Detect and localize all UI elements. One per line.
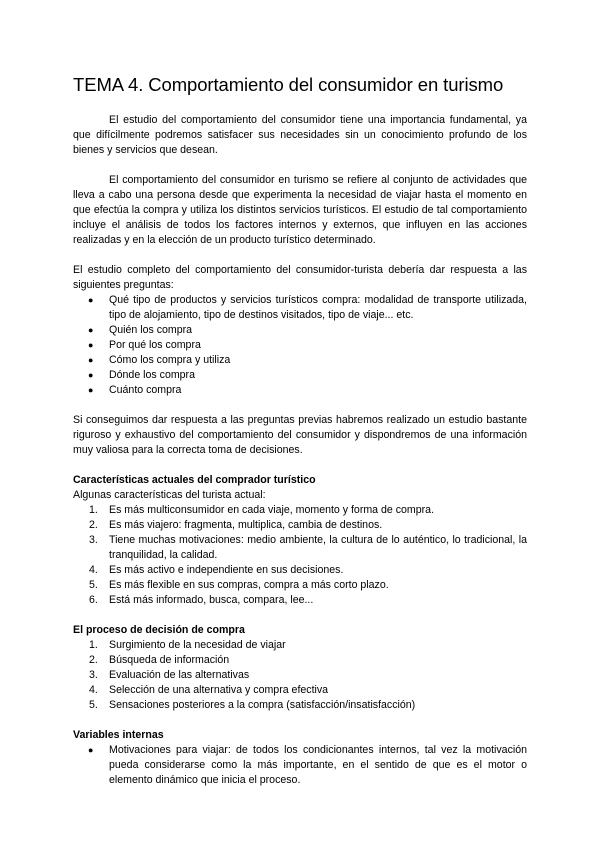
item-text: Evaluación de las alternativas bbox=[109, 669, 250, 681]
item-text: Es más viajero: fragmenta, multiplica, cambia de destinos. bbox=[109, 519, 383, 531]
list-item bbox=[73, 563, 527, 578]
item-text: Está más informado, busca, compara, lee... bbox=[109, 594, 314, 606]
item-number: 4. bbox=[89, 564, 98, 576]
item-text: Búsqueda de información bbox=[109, 654, 230, 666]
list-item: ● Cuánto compra bbox=[73, 383, 527, 398]
item-number: 4. bbox=[89, 684, 98, 696]
list-item bbox=[73, 533, 527, 563]
list-item: ● Dónde los compra bbox=[73, 368, 527, 383]
list-item bbox=[73, 698, 527, 713]
paragraph-intro: El estudio del comportamiento del consumidor tiene una importancia fundamental, ya que difícilmente podremos satisfacer sus necesidades sin un conocimiento profundo de los bienes y servicios que desean. bbox=[73, 114, 527, 156]
item-text: Selección de una alternativa y compra efectiva bbox=[109, 684, 329, 696]
list-item bbox=[73, 578, 527, 593]
list-item: ● Quién los compra bbox=[73, 323, 527, 338]
list-item bbox=[73, 653, 527, 668]
questions-list bbox=[73, 293, 527, 398]
item-number: 6. bbox=[89, 594, 98, 606]
paragraph-definition: El comportamiento del consumidor en turismo se refiere al conjunto de actividades que lleva a cabo una persona desde que experimenta la necesidad de viajar hasta el momento en que efectúa la compra y utiliza los distintos servicios turísticos. El estudio de tal comportamiento incluye el análisis de todos los factores internos y externos, que influyen en las acciones realizadas y en la elección de un producto turístico determinado. bbox=[73, 174, 527, 246]
item-number: 3. bbox=[89, 669, 98, 681]
section-heading: Variables internas bbox=[73, 729, 164, 741]
section-internal-variables bbox=[73, 728, 527, 788]
page-title: TEMA 4. Comportamiento del consumidor en turismo bbox=[73, 74, 504, 95]
section-heading: El proceso de decisión de compra bbox=[73, 624, 245, 636]
decision-steps-list bbox=[73, 638, 527, 713]
section-intro: Algunas características del turista actual: bbox=[73, 489, 266, 501]
item-number: 2. bbox=[89, 519, 98, 531]
section-characteristics bbox=[73, 473, 527, 608]
list-item bbox=[73, 668, 527, 683]
item-text: Es más activo e independiente en sus decisiones. bbox=[109, 564, 344, 576]
item-text: Surgimiento de la necesidad de viajar bbox=[109, 639, 286, 651]
item-number: 5. bbox=[89, 699, 98, 711]
item-text: Es más multiconsumidor en cada viaje, momento y forma de compra. bbox=[109, 504, 435, 516]
list-item bbox=[73, 638, 527, 653]
list-item: ● Qué tipo de productos y servicios turísticos compra: modalidad de transporte utilizada, tipo de alojamiento, tipo de destinos visitados, tipo de viaje... etc. bbox=[73, 293, 527, 323]
item-number: 1. bbox=[89, 639, 98, 651]
list-item: ● Por qué los compra bbox=[73, 338, 527, 353]
paragraph-questions-intro: El estudio completo del comportamiento del consumidor-turista debería dar respuesta a las siguientes preguntas: bbox=[73, 264, 527, 291]
list-item bbox=[73, 593, 527, 608]
section-decision-process bbox=[73, 623, 527, 713]
item-number: 2. bbox=[89, 654, 98, 666]
item-number: 3. bbox=[89, 534, 98, 546]
item-text: Es más flexible en sus compras, compra a más corto plazo. bbox=[109, 579, 389, 591]
characteristics-list bbox=[73, 503, 527, 608]
item-number: 5. bbox=[89, 579, 98, 591]
item-text: Sensaciones posteriores a la compra (satisfacción/insatisfacción) bbox=[109, 699, 416, 711]
internal-variables-list bbox=[73, 743, 527, 788]
list-item: ● Cómo los compra y utiliza bbox=[73, 353, 527, 368]
list-item: ● Motivaciones para viajar: de todos los condicionantes internos, tal vez la motivación pueda considerarse como la más importante, en el sentido de que es el motor o elemento dinámico que inicia el proceso. bbox=[73, 743, 527, 788]
section-heading: Características actuales del comprador turístico bbox=[73, 474, 316, 486]
paragraph-conclusion: Si conseguimos dar respuesta a las preguntas previas habremos realizado un estudio bastante riguroso y exhaustivo del comportamiento del consumidor y dispondremos de una información muy valiosa para la correcta toma de decisiones. bbox=[73, 414, 527, 456]
item-number: 1. bbox=[89, 504, 98, 516]
list-item bbox=[73, 518, 527, 533]
list-item bbox=[73, 503, 527, 518]
item-text: Tiene muchas motivaciones: medio ambiente, la cultura de lo auténtico, lo tradicional, la tranquilidad, la calidad. bbox=[109, 534, 527, 561]
list-item bbox=[73, 683, 527, 698]
